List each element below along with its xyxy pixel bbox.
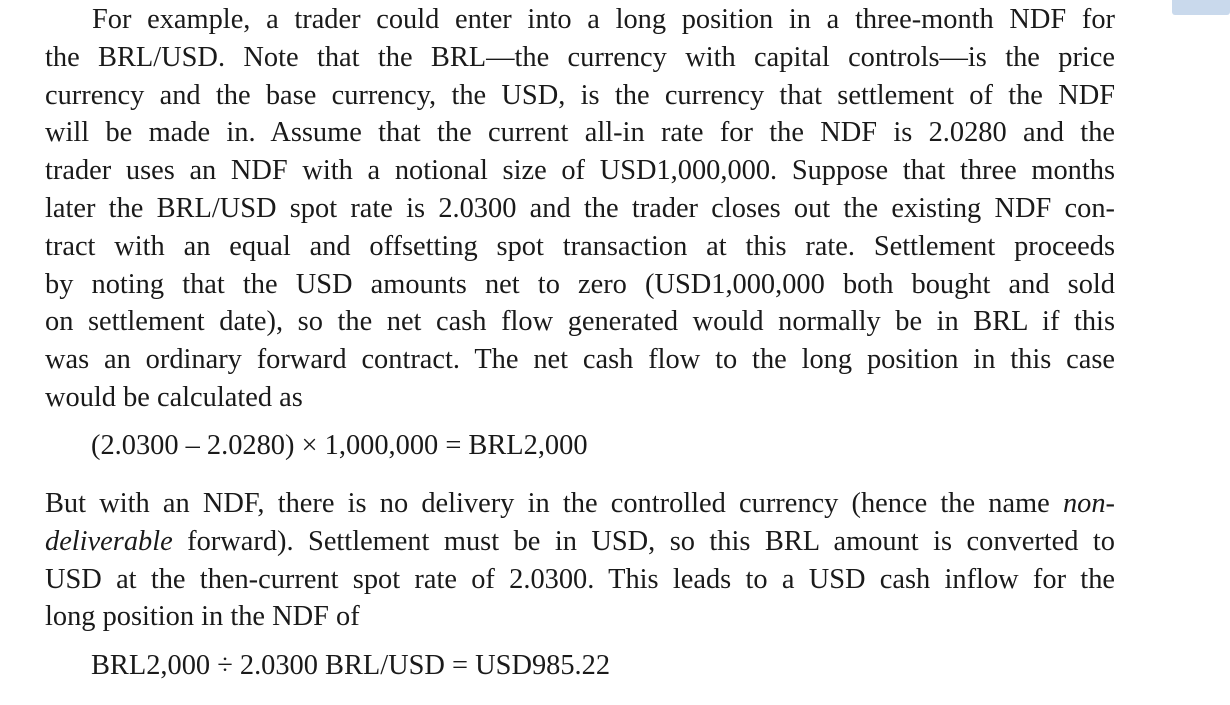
text-line: was an ordinary forward contract. The net cash flow to the long position in this case bbox=[45, 344, 1115, 376]
text-line bbox=[45, 523, 1115, 561]
text-line: by noting that the USD amounts net to zero (USD1,000,000 both bought and sold bbox=[45, 268, 1115, 300]
scrollbar-thumb[interactable] bbox=[1172, 0, 1230, 15]
text-line: on settlement date), so the net cash flow generated would normally be in BRL if this bbox=[45, 306, 1115, 338]
text-line: USD at the then-current spot rate of 2.0300. This leads to a USD cash inflow for the bbox=[45, 563, 1115, 595]
paragraph-example bbox=[45, 1, 1115, 417]
italic-term: non- bbox=[1062, 488, 1115, 519]
italic-term: deliverable bbox=[45, 525, 173, 557]
equation-usd-conversion: BRL2,000 ÷ 2.0300 BRL/USD = USD985.22 bbox=[91, 650, 611, 681]
text-line: will be made in. Assume that the current all-in rate for the NDF is 2.0280 and the bbox=[45, 117, 1115, 149]
equation-brl-cash-flow: (2.0300 – 2.0280) × 1,000,000 = BRL2,000 bbox=[91, 430, 588, 461]
text-line bbox=[45, 485, 1115, 523]
text-line: For example, a trader could enter into a long position in a three-month NDF for bbox=[92, 4, 1115, 35]
paragraph-ndf-settlement bbox=[45, 485, 1115, 636]
text-line: the BRL/USD. Note that the BRL—the currency with capital controls—is the price bbox=[45, 41, 1115, 73]
text-run: forward). Settlement must be in USD, so this BRL amount is converted to bbox=[172, 525, 1115, 557]
text-run: But with an NDF, there is no delivery in the controlled currency (hence the name bbox=[45, 488, 1063, 519]
text-line: later the BRL/USD spot rate is 2.0300 and the trader closes out the existing NDF con- bbox=[45, 192, 1115, 224]
text-line: tract with an equal and offsetting spot transaction at this rate. Settlement proceeds bbox=[45, 230, 1115, 262]
text-line: trader uses an NDF with a notional size of USD1,000,000. Suppose that three months bbox=[45, 155, 1115, 187]
text-line: would be calculated as bbox=[45, 381, 303, 413]
text-line: currency and the base currency, the USD, is the currency that settlement of the NDF bbox=[45, 79, 1115, 111]
text-line: long position in the NDF of bbox=[45, 601, 360, 633]
